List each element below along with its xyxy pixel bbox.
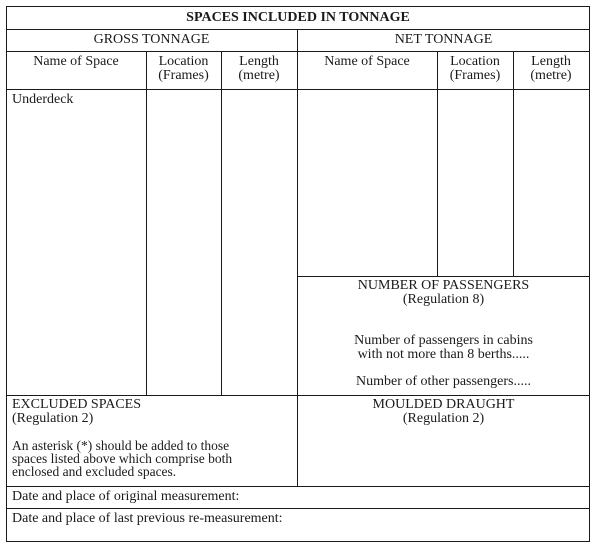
passengers-other: Number of other passengers.....	[356, 374, 531, 389]
passengers-heading: NUMBER OF PASSENGERS	[357, 278, 530, 293]
net-col-length-header: Length	[531, 54, 571, 69]
rule-gross-col1	[146, 51, 147, 395]
excluded-note-line2: spaces listed above which comprise both	[12, 451, 233, 466]
rule-net-col2	[513, 51, 514, 276]
rule-under-col-headers	[6, 89, 590, 90]
draught-heading: MOULDED DRAUGHT	[372, 397, 515, 412]
rule-left	[6, 6, 7, 542]
form-title: SPACES INCLUDED IN TONNAGE	[186, 10, 410, 25]
rule-bottom	[6, 541, 590, 542]
rule-under-headings	[6, 51, 590, 52]
excluded-note-line3: enclosed and excluded spaces.	[12, 464, 177, 479]
rule-top	[6, 6, 590, 7]
net-tonnage-heading: NET TONNAGE	[394, 32, 493, 47]
rule-right	[589, 6, 590, 542]
rule-last-top	[6, 508, 590, 509]
last-remeasurement-label: Date and place of last previous re-measurement:	[12, 511, 283, 526]
rule-net-col1	[437, 51, 438, 276]
net-col-length-unit: (metre)	[530, 68, 572, 83]
rule-under-title	[6, 29, 590, 30]
passengers-cabins-line2: with not more than 8 berths.....	[357, 347, 530, 362]
passengers-regulation: (Regulation 8)	[402, 292, 485, 307]
gross-col-length-unit: (metre)	[238, 68, 280, 83]
rule-original-top	[6, 486, 590, 487]
rule-gross-col2	[221, 51, 222, 395]
net-col-name-header: Name of Space	[324, 54, 410, 69]
draught-regulation: (Regulation 2)	[402, 411, 485, 426]
original-measurement-label: Date and place of original measurement:	[12, 489, 240, 504]
net-col-location-unit: (Frames)	[449, 68, 501, 83]
gross-col-location-unit: (Frames)	[158, 68, 209, 83]
passengers-cabins-line1: Number of passengers in cabins	[354, 333, 533, 348]
excluded-note-line1: An asterisk (*) should be added to those	[12, 438, 230, 453]
gross-col-name-header: Name of Space	[33, 54, 119, 69]
rule-excluded-top	[6, 395, 590, 396]
excluded-heading: EXCLUDED SPACES	[12, 397, 142, 412]
gross-col-location-header: Location	[158, 54, 209, 69]
gross-row-underdeck: Underdeck	[12, 92, 74, 107]
gross-col-length-header: Length	[239, 54, 279, 69]
gross-tonnage-heading: GROSS TONNAGE	[93, 32, 210, 47]
excluded-regulation: (Regulation 2)	[12, 411, 94, 426]
net-col-location-header: Location	[450, 54, 500, 69]
rule-passengers-top	[297, 276, 590, 277]
